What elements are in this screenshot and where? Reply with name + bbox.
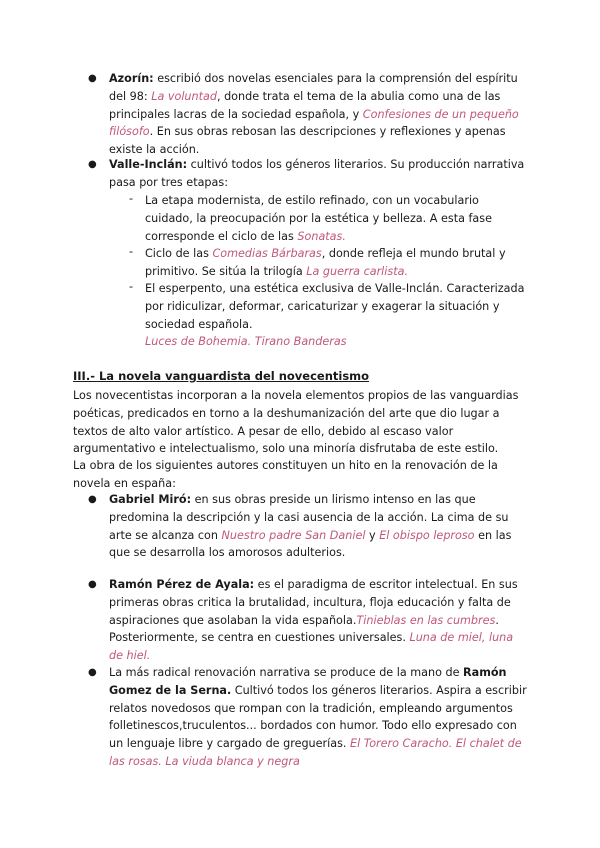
work-title: Sonatas. — [297, 229, 346, 243]
author-name: Azorín: — [109, 72, 154, 85]
text: y — [365, 528, 380, 542]
text: La etapa modernista, de estilo refinado, con un vocabulario cuidado, la preocupación por la estética y belleza. A esta fase corresponde el ciclo de las — [145, 194, 493, 243]
text: . En sus obras rebosan las descripciones y reflexiones y apenas existe la acción. — [109, 125, 506, 157]
text: es el paradigma de escritor intelectual. En sus primeras obras critica la brutalidad, incultura, floja educación y falta de aspiraciones que asolaban la vida española. — [109, 578, 518, 627]
text: Cultivó todos los géneros literarios. Aspira a escribir relatos novedosos que rompan con la tradición, empleando argumentos folletinescos,truculentos... bordados con humor. Todo ello expresado con un lenguaje libre y cargado de greguerías. — [109, 683, 527, 751]
text: Ciclo de las — [145, 247, 213, 260]
text: La más radical renovación narrativa se produce de la mano de — [109, 666, 464, 679]
text: en sus obras preside un lirismo intenso en las que predomina la descripción y la casi ausencia de la acción. La cima de su arte se alcanza con — [109, 493, 509, 542]
valle-paragraph — [109, 156, 529, 192]
work-title: Nuestro padre San Daniel — [221, 528, 366, 542]
dash-marker: - — [129, 192, 134, 205]
author-name: Valle-Inclán: — [109, 158, 188, 171]
author-name: Gabriel Miró: — [109, 493, 192, 506]
work-title: La guerra carlista. — [306, 264, 409, 278]
text: , donde trata el tema de la abulia como una de las principales lacras de la sociedad española, y — [109, 89, 501, 121]
text: escribió dos novelas esenciales para la comprensión del espíritu del 98: — [109, 72, 518, 103]
text: El esperpento, una estética exclusiva de Valle-Inclán. Caracterizada por ridiculizar, deformar, caricaturizar y exagerar la situación y sociedad española. — [145, 282, 525, 331]
bullet-marker: ● — [88, 579, 97, 590]
azorin-paragraph — [109, 70, 529, 159]
section-heading: III.- La novela vanguardista del novecentismo — [73, 369, 370, 383]
text: cultivó todos los géneros literarios. Su producción narrativa pasa por tres etapas: — [109, 158, 525, 189]
text: . Posteriormente, se centra en cuestiones universales. — [109, 613, 499, 645]
bullet-marker: ● — [88, 73, 97, 84]
work-titles: El Torero Caracho. El chalet de las rosas. La viuda blanca y negra — [109, 737, 522, 768]
text: en las que se desarrolla los amorosos adulterios. — [109, 528, 512, 560]
gomez-paragraph — [109, 664, 529, 771]
bullet-marker: ● — [88, 494, 97, 505]
work-title: La voluntad — [151, 89, 217, 103]
work-title: Confesiones de un pequeño filósofo — [109, 107, 519, 139]
section-paragraph-1: Los novecentistas incorporan a la novela elementos propios de las vanguardias poéticas, predicados en torno a la deshumanización del arte que dio lugar a textos de alto valor artístico. A pesar de ello, debido al escaso valor argumentativo e intelectualismo, solo una minoría disfrutaba de este estilo. — [73, 389, 519, 456]
work-title: Comedias Bárbaras — [212, 247, 322, 260]
author-name: Ramón Gomez de la Serna. — [109, 666, 507, 697]
work-titles: Luces de Bohemia. Tirano Banderas — [145, 335, 347, 349]
bullet-marker: ● — [88, 667, 97, 678]
dash-marker: - — [129, 245, 134, 258]
work-title: Luna de miel, luna de hiel. — [109, 631, 514, 663]
text: , donde refleja el mundo brutal y primitivo. Se sitúa la trilogía — [145, 247, 506, 278]
valle-stage-1 — [145, 192, 530, 245]
author-name: Ramón Pérez de Ayala: — [109, 578, 255, 591]
ayala-paragraph — [109, 576, 529, 665]
dash-marker: - — [129, 280, 134, 293]
work-title: Tinieblas en las cumbres — [356, 613, 496, 627]
miro-paragraph — [109, 491, 529, 562]
section-paragraph-2: La obra de los siguientes autores constituyen un hito en la renovación de la novela en españa: — [73, 459, 498, 490]
valle-stage-2 — [145, 245, 530, 281]
bullet-marker: ● — [88, 159, 97, 170]
valle-stage-3 — [145, 280, 530, 351]
work-title: El obispo leproso — [379, 528, 475, 542]
